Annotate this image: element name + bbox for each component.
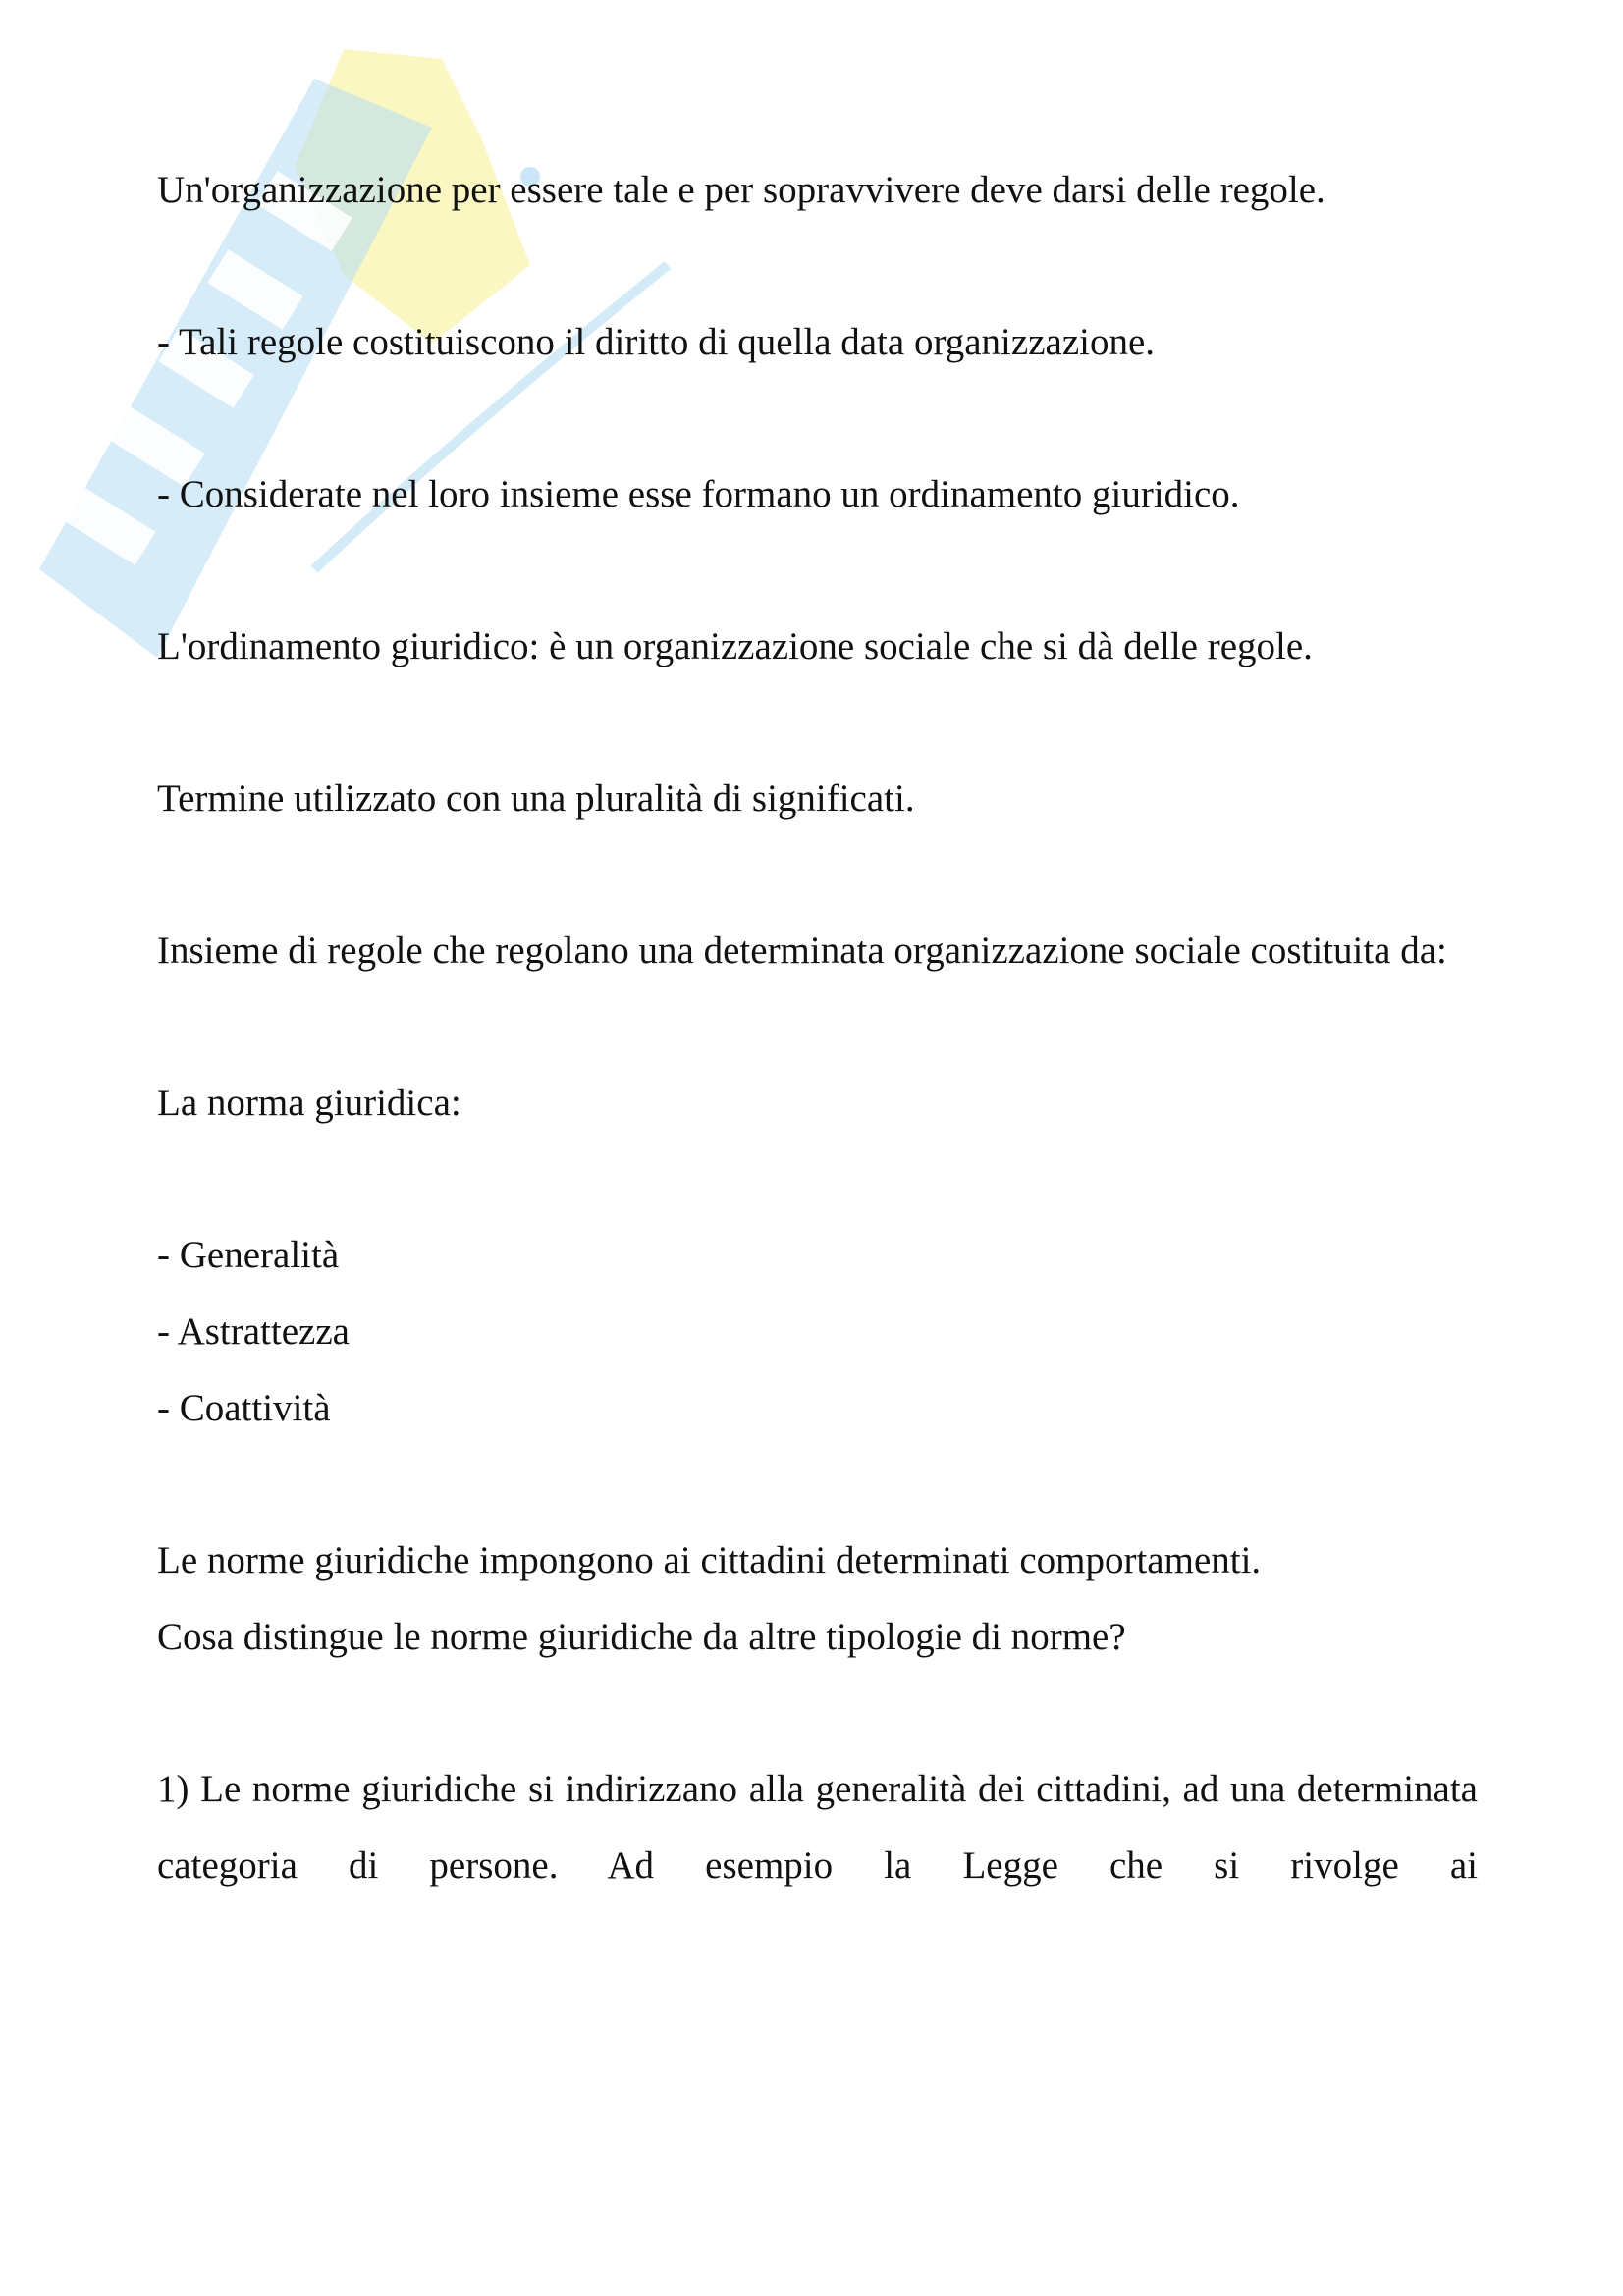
question-line-1: Le norme giuridiche impongono ai cittadini determinati comportamenti.: [157, 1539, 1262, 1581]
question-block: [157, 1522, 1478, 1676]
characteristics-list: [157, 1217, 1478, 1447]
paragraph-organizzazione: Un'organizzazione per essere tale e per sopravvivere deve darsi delle regole.: [157, 169, 1325, 211]
question-line-2: Cosa distingue le norme giuridiche da altre tipologie di norme?: [157, 1616, 1126, 1658]
list-item-generalita: - Generalità: [157, 1234, 340, 1276]
paragraph-point-1: 1) Le norme giuridiche si indirizzano alla generalità dei cittadini, ad una determinata categoria di persone. Ad esempio la Legge che si rivolge ai: [157, 1768, 1478, 1887]
paragraph-insieme-di-regole: Insieme di regole che regolano una determinata organizzazione sociale costituita da:: [157, 930, 1447, 972]
paragraph-tali-regole: - Tali regole costituiscono il diritto di quella data organizzazione.: [157, 321, 1156, 363]
paragraph-termine: Termine utilizzato con una pluralità di significati.: [157, 777, 915, 820]
list-item-astrattezza: - Astrattezza: [157, 1310, 350, 1353]
paragraph-norma-giuridica: La norma giuridica:: [157, 1082, 461, 1124]
list-item-coattivita: - Coattività: [157, 1387, 331, 1429]
document-body: [157, 152, 1478, 1980]
paragraph-considerate: - Considerate nel loro insieme esse formano un ordinamento giuridico.: [157, 473, 1240, 515]
paragraph-ordinamento-giuridico: L'ordinamento giuridico: è un organizzazione sociale che si dà delle regole.: [157, 625, 1313, 667]
